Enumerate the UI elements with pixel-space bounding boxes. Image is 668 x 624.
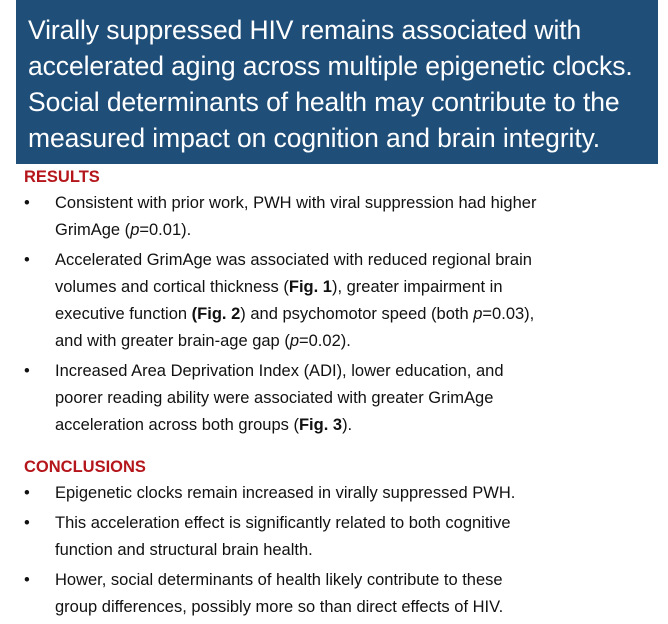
figure-reference: Fig. 1 [288,278,332,296]
bullet-text-line: GrimAge (p=0.01). [55,221,192,239]
bullet-text-line: Increased Area Deprivation Index (ADI), lower education, and [55,362,504,380]
bullet-text-line: Accelerated GrimAge was associated with reduced regional brain [55,251,532,269]
banner-line: measured impact on cognition and brain integrity. [28,123,601,153]
banner-line: accelerated aging across multiple epigenetic clocks. [28,51,633,81]
conclusions-list [0,480,668,624]
p-value-symbol: p [289,332,299,350]
banner-line: Social determinants of health may contribute to the [28,87,620,117]
results-heading: RESULTS [24,168,100,186]
bullet-text-line: executive function (Fig. 2) and psychomotor speed (both p=0.03), [55,305,535,323]
p-value-symbol: p [130,221,140,239]
results-list [0,190,668,442]
results-bullet-1 [0,190,668,244]
bullet-text-line: acceleration across both groups (Fig. 3). [55,416,353,434]
key-finding-banner [16,0,658,164]
conclusions-bullet-2 [0,510,668,564]
bullet-marker: • [24,514,30,532]
p-value-symbol: p [473,305,483,323]
results-bullet-2 [0,247,668,355]
bullet-marker: • [24,362,30,380]
bullet-text-line: group differences, possibly more so than direct effects of HIV. [55,598,504,616]
bullet-text-line: Consistent with prior work, PWH with viral suppression had higher [55,194,537,212]
figure-reference: (Fig. 2 [191,305,241,323]
bullet-marker: • [24,571,30,589]
bullet-text-line: This acceleration effect is significantly related to both cognitive [55,514,511,532]
conclusions-heading: CONCLUSIONS [24,458,146,476]
results-bullet-3 [0,358,668,439]
banner-line: Virally suppressed HIV remains associated with [28,15,582,45]
bullet-text-line: and with greater brain-age gap (p=0.02). [55,332,351,350]
conclusions-bullet-3 [0,567,668,621]
bullet-marker: • [24,194,30,212]
bullet-marker: • [24,484,30,502]
bullet-text-line: Hower, social determinants of health likely contribute to these [55,571,503,589]
bullet-text-line: volumes and cortical thickness (Fig. 1), greater impairment in [55,278,503,296]
bullet-text-line: poorer reading ability were associated with greater GrimAge [55,389,494,407]
bullet-text-line: function and structural brain health. [55,541,313,559]
conclusions-bullet-1 [0,480,668,507]
bullet-marker: • [24,251,30,269]
figure-reference: Fig. 3 [298,416,343,434]
bullet-text-line: Epigenetic clocks remain increased in virally suppressed PWH. [55,484,516,502]
